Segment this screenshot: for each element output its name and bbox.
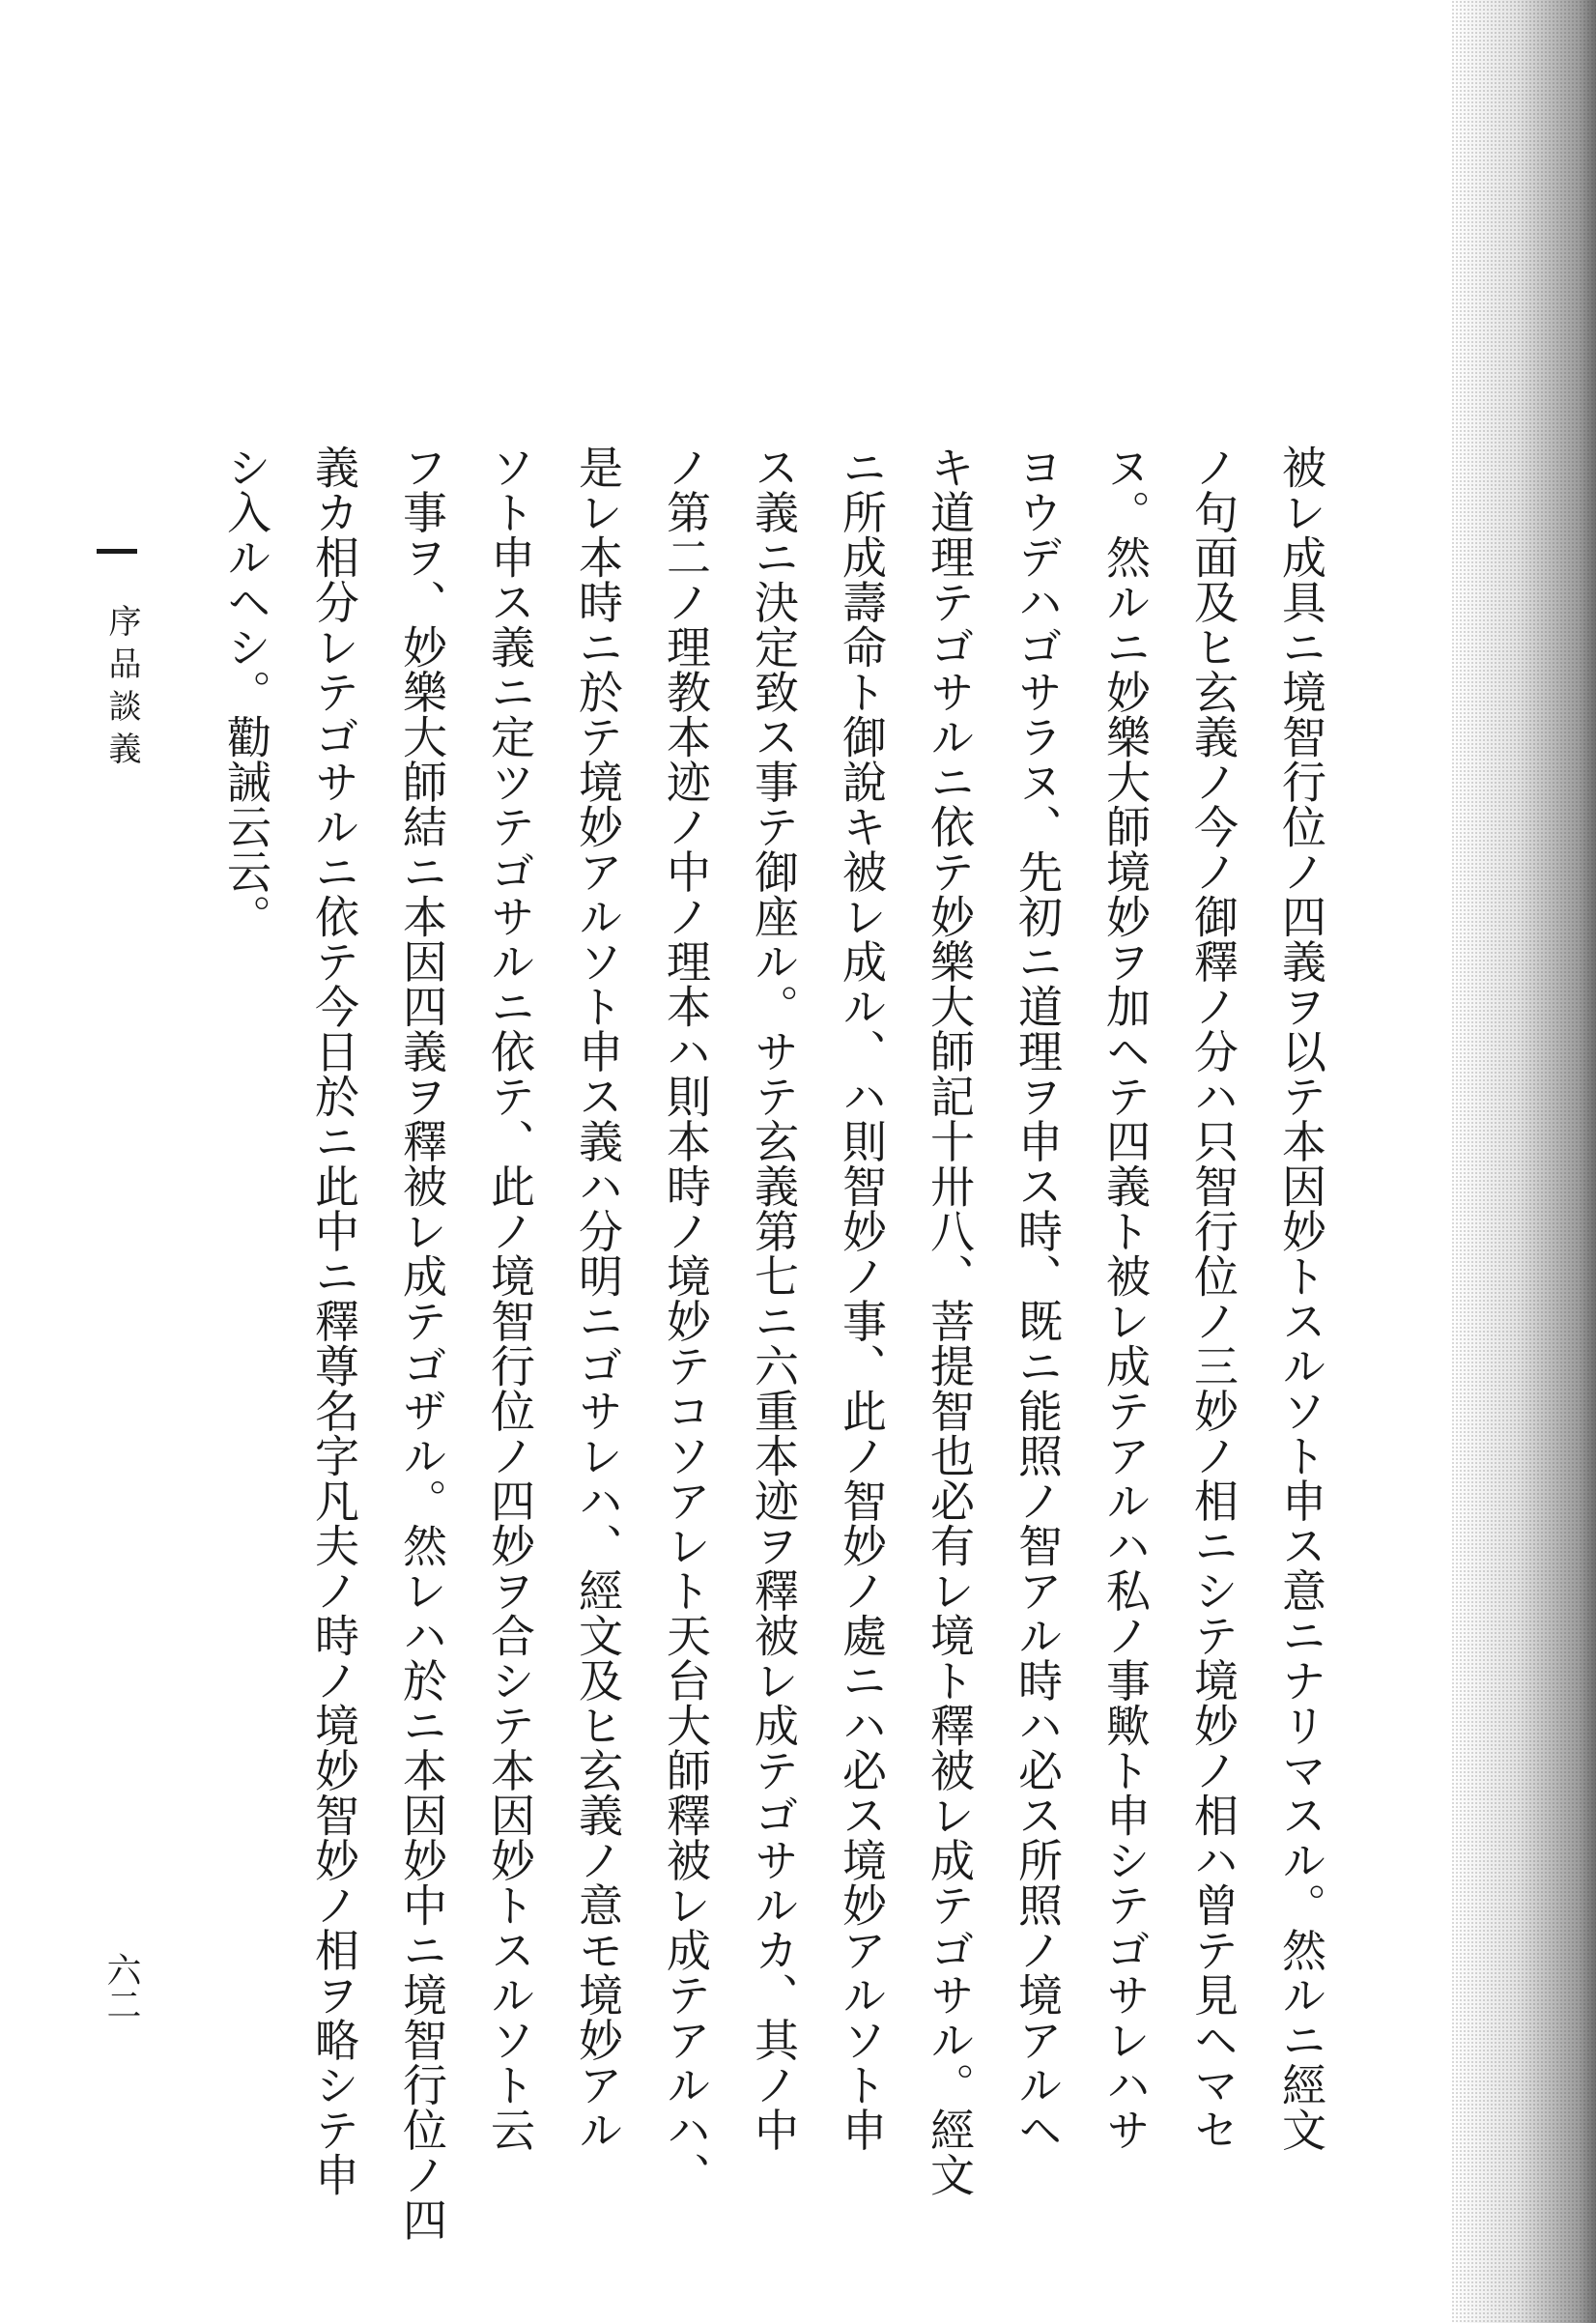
text-line: シ入ルヘシ。勸誡云云。 <box>220 445 272 939</box>
text-line: ソト申ス義ニ定ツテゴサルニ依テ、此ノ境智行位ノ四妙ヲ合シテ本因妙トスルソト云 <box>484 445 536 2152</box>
text-line: ヌ。然ルニ妙樂大師境妙ヲ加ヘテ四義ト被レ成テアルハ私ノ事歟ト申シテゴサレハサ <box>1099 445 1152 2152</box>
text-line: 被レ成具ニ境智行位ノ四義ヲ以テ本因妙トスルソト申ス意ニナリマスル。然ルニ經文 <box>1275 445 1327 2152</box>
text-line: 是レ本時ニ於テ境妙アルソト申ス義ハ分明ニゴサレハ、經文及ヒ玄義ノ意モ境妙アル <box>572 445 624 2152</box>
running-footer-title: 序品談義 <box>102 604 141 774</box>
text-line: ノ第二ノ理教本迹ノ中ノ理本ハ則本時ノ境妙テコソアレト天台大師釋被レ成テアルハ、 <box>660 445 712 2197</box>
footer-section-mark <box>97 549 137 554</box>
text-line: キ道理テゴサルニ依テ妙樂大師記十卅八、菩提智也必有レ境ト釋被レ成テゴサル。經文 <box>924 445 976 2197</box>
text-line: 義カ相分レテゴサルニ依テ今日於ニ此中ニ釋尊名字凡夫ノ時ノ境妙智妙ノ相ヲ略シテ申 <box>308 445 360 2197</box>
text-line: ニ所成壽命ト御說キ被レ成ル、ハ則智妙ノ事、此ノ智妙ノ處ニハ必ス境妙アルソト申 <box>836 445 888 2152</box>
text-line: フ事ヲ、妙樂大師結ニ本因四義ヲ釋被レ成テゴザル。然レハ於ニ本因妙中ニ境智行位ノ四 <box>396 445 448 2242</box>
page-number: 六二 <box>101 1952 141 2022</box>
text-line: ノ句面及ヒ玄義ノ今ノ御釋ノ分ハ只智行位ノ三妙ノ相ニシテ境妙ノ相ハ曾テ見ヘマセ <box>1187 445 1240 2152</box>
text-line: ヨウデハゴサラヌ、先初ニ道理ヲ申ス時、既ニ能照ノ智アル時ハ必ス所照ノ境アルヘ <box>1012 445 1064 2152</box>
text-line: ス義ニ決定致ス事テ御座ル。サテ玄義第七ニ六重本迹ヲ釋被レ成テゴサルカ、其ノ中 <box>748 445 800 2152</box>
book-spine-texture <box>1451 0 1596 2323</box>
body-text <box>202 445 1345 2242</box>
